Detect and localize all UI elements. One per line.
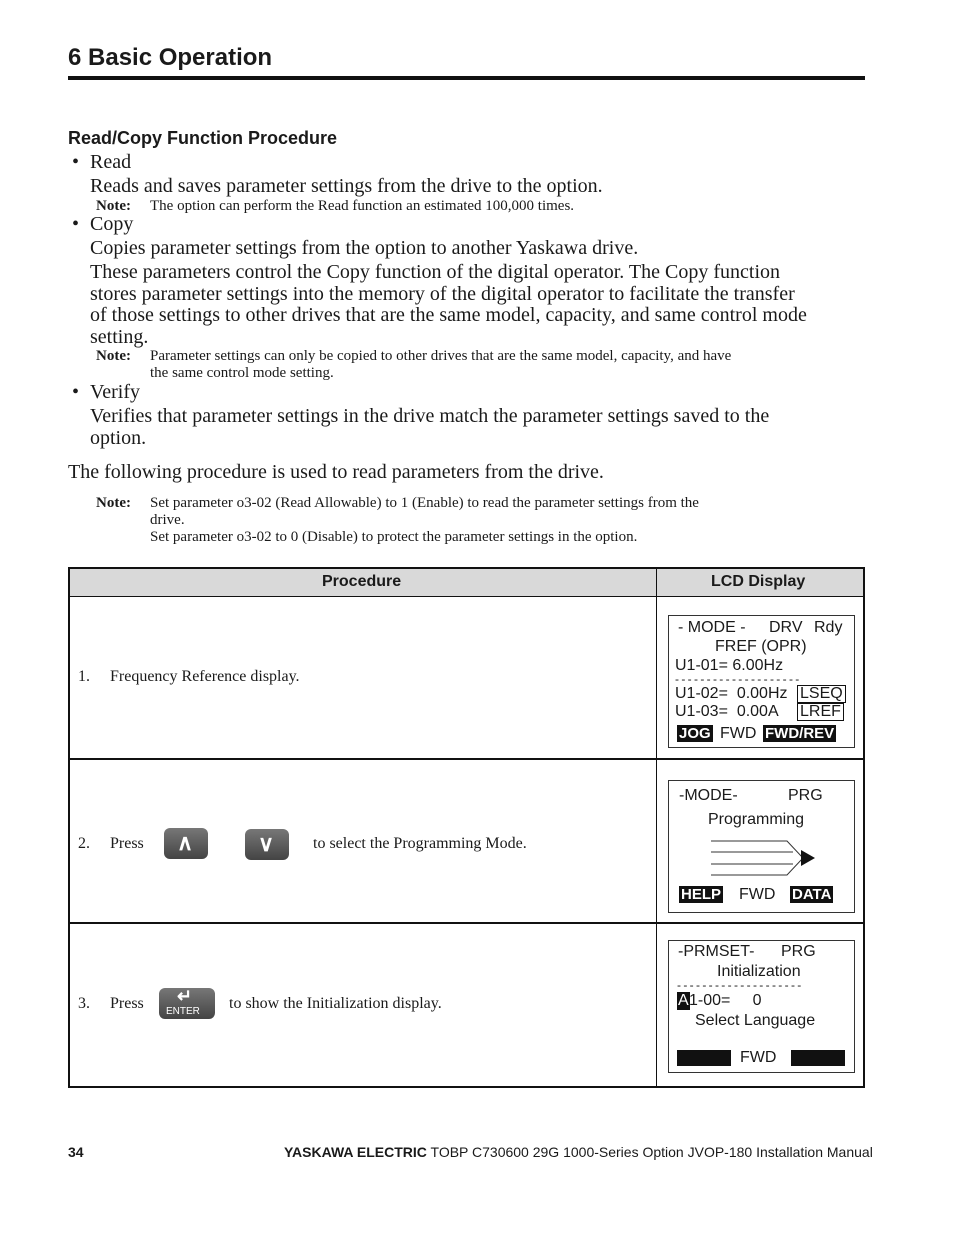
- copy-paragraph-line: setting.: [90, 325, 149, 348]
- lcd-u1-02-value: U1-02= 0.00Hz: [675, 685, 788, 702]
- read-allow-note-line: Set parameter o3-02 to 0 (Disable) to protect the parameter settings in the option.: [150, 529, 638, 545]
- copy-label: Copy: [90, 213, 134, 235]
- lcd-u1-03-value: U1-03= 0.00A: [675, 703, 779, 720]
- lcd-parameter-value: 1-00= 0: [689, 992, 762, 1009]
- page-number: 34: [68, 1144, 84, 1160]
- up-arrow-key[interactable]: [164, 828, 208, 859]
- down-arrow-icon: ∨: [258, 831, 275, 856]
- row-divider: [70, 922, 863, 924]
- procedure-table-header: [70, 569, 863, 597]
- footer-manual-title: [284, 1144, 873, 1160]
- lcd-data-softkey: DATA: [792, 886, 832, 903]
- verify-description-line: Verifies that parameter settings in the drive match the parameter settings saved to the: [90, 405, 770, 427]
- read-note-text: The option can perform the Read function an estimated 100,000 times.: [150, 198, 575, 214]
- step-text: to show the Initialization display.: [229, 995, 442, 1012]
- lcd-fwd-label: FWD: [740, 1049, 777, 1066]
- step-text: Frequency Reference display.: [110, 668, 300, 685]
- lcd-dashed-separator: - - - - - - - - - - - - - - - - - - - -: [677, 978, 801, 992]
- lcd-initialization-label: Initialization: [717, 963, 801, 980]
- copy-note-label: Note:: [96, 348, 131, 364]
- bullet-verify: •: [72, 381, 80, 403]
- lcd-cursor: A: [678, 992, 689, 1009]
- up-arrow-icon: ∧: [177, 830, 194, 855]
- read-note-label: Note:: [96, 198, 131, 214]
- lcd-lref-indicator: LREF: [797, 703, 844, 721]
- copy-note-line: the same control mode setting.: [150, 365, 334, 381]
- read-label: Read: [90, 151, 132, 173]
- verify-label: Verify: [90, 381, 140, 403]
- copy-paragraph: [90, 262, 807, 348]
- lcd-display-programming-mode: [668, 780, 855, 913]
- read-description: Reads and saves parameter settings from the drive to the option.: [90, 175, 603, 197]
- section-heading: Read/Copy Function Procedure: [68, 128, 338, 148]
- enter-icon: ↵: [177, 986, 193, 1006]
- step-number: 3.: [78, 995, 90, 1012]
- lcd-dashed-separator: - - - - - - - - - - - - - - - - - - - -: [675, 672, 799, 686]
- lcd-lseq-indicator: LSEQ: [797, 685, 846, 703]
- step-number: 1.: [78, 668, 90, 685]
- copy-paragraph-line: These parameters control the Copy function of the digital operator. The Copy function: [90, 261, 780, 283]
- verify-description: [90, 406, 769, 449]
- lcd-mode-label: -MODE-: [679, 787, 738, 804]
- enter-key-label: ENTER: [166, 1006, 200, 1017]
- lcd-fwd-label: FWD: [720, 725, 757, 742]
- lcd-fwd-label: FWD: [739, 886, 776, 903]
- read-allow-note-label: Note:: [96, 495, 131, 511]
- step-number: 2.: [78, 835, 90, 852]
- verify-description-line: option.: [90, 426, 147, 449]
- bullet-copy: •: [72, 213, 80, 235]
- intro-text: The following procedure is used to read parameters from the drive.: [68, 461, 604, 483]
- lcd-mode-label: - MODE -: [678, 619, 746, 636]
- lcd-fref-label: FREF (OPR): [715, 638, 807, 655]
- copy-note-text: [150, 348, 731, 382]
- lcd-help-softkey: HELP: [681, 886, 722, 903]
- footer-brand: YASKAWA ELECTRIC: [284, 1144, 427, 1160]
- read-allow-note-line: drive.: [150, 512, 185, 528]
- lcd-display-frequency-reference: [668, 615, 855, 748]
- lcd-blank-softkey-right: [791, 1050, 845, 1066]
- step-press-label: Press: [110, 995, 144, 1012]
- step-text: to select the Programming Mode.: [313, 835, 527, 852]
- lcd-jog-softkey: JOG: [679, 725, 711, 742]
- lcd-u1-01-value: U1-01= 6.00Hz: [675, 657, 784, 674]
- chapter-rule: [68, 76, 865, 80]
- copy-description: Copies parameter settings from the option to another Yaskawa drive.: [90, 237, 639, 259]
- bullet-read: •: [72, 151, 80, 173]
- enter-key[interactable]: [159, 988, 215, 1019]
- column-header-lcd-display: LCD Display: [711, 573, 806, 590]
- chapter-title: 6 Basic Operation: [68, 44, 273, 71]
- lcd-rdy-label: Rdy: [814, 619, 843, 636]
- down-arrow-key[interactable]: [245, 829, 289, 860]
- copy-paragraph-line: stores parameter settings into the memory of the digital operator to facilitate the transfer: [90, 282, 795, 305]
- copy-paragraph-line: of those settings to other drives that are the same model, capacity, and same control mode: [90, 304, 807, 327]
- footer-manual-name: TOBP C730600 29G 1000-Series Option JVOP-180 Installation Manual: [430, 1144, 873, 1160]
- read-allow-note-text: [150, 495, 699, 546]
- lcd-prg-label: PRG: [781, 943, 816, 960]
- lcd-programming-label: Programming: [708, 811, 805, 828]
- step-press-label: Press: [110, 835, 144, 852]
- copy-note-line: Parameter settings can only be copied to other drives that are the same model, capacity, and have: [150, 348, 732, 364]
- lcd-fwd-rev-softkey: FWD/REV: [765, 725, 835, 742]
- lcd-select-language-label: Select Language: [695, 1012, 816, 1029]
- lcd-blank-softkey-left: [677, 1050, 731, 1066]
- lcd-prmset-label: -PRMSET-: [678, 943, 755, 960]
- column-header-procedure: Procedure: [322, 573, 402, 590]
- read-allow-note-line: Set parameter o3-02 (Read Allowable) to 1 (Enable) to read the parameter settings from the: [150, 495, 699, 511]
- lcd-display-initialization: [668, 940, 855, 1073]
- pencil-icon: [711, 839, 817, 879]
- lcd-drv-label: DRV: [769, 619, 803, 636]
- procedure-table: [68, 567, 865, 1088]
- lcd-prg-label: PRG: [788, 787, 823, 804]
- row-divider: [70, 758, 863, 760]
- column-divider: [656, 569, 657, 1086]
